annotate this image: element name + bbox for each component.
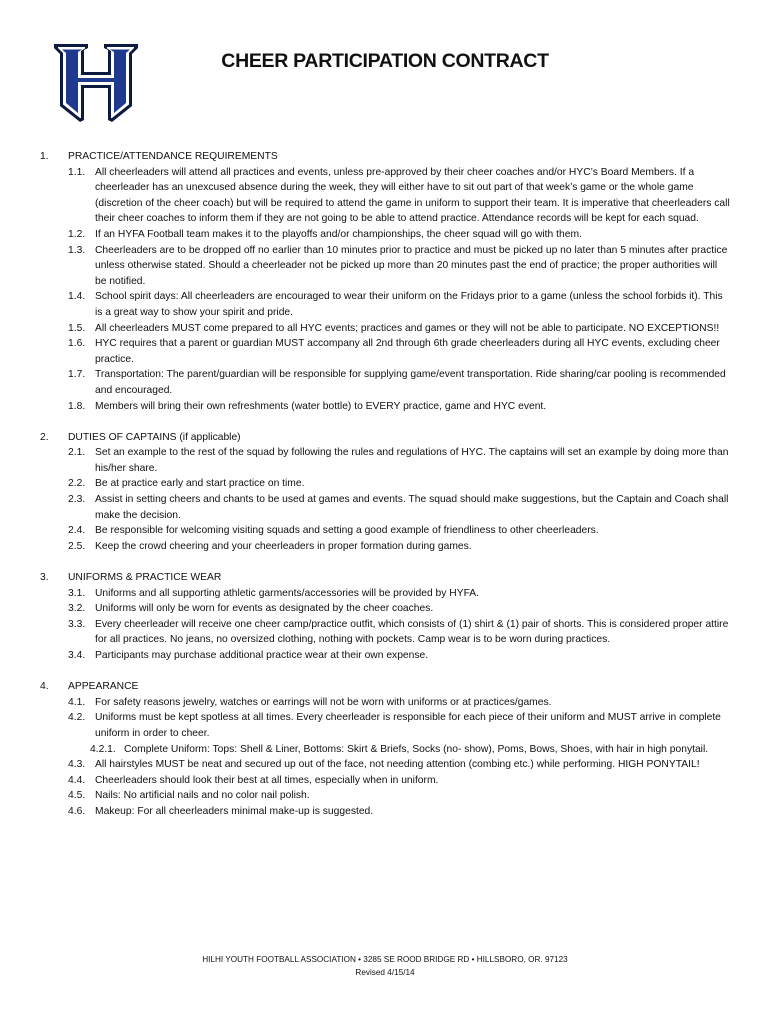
item-number: 2.1. — [68, 447, 86, 459]
contract-section — [40, 430, 730, 555]
item-text: Nails: No artificial nails and no color nail polish. — [95, 790, 310, 802]
list-item — [40, 321, 730, 337]
item-number: 2.2. — [68, 478, 86, 490]
item-text: Uniforms must be kept spotless at all times. Every cheerleader is responsible for each piece of their uniform and MUST arrive in complete uniform in order to cheer. — [95, 712, 721, 739]
section-title: DUTIES OF CAPTAINS (if applicable) — [68, 431, 241, 443]
item-text: If an HYFA Football team makes it to the playoffs and/or championships, the cheer squad will go with them. — [95, 228, 582, 240]
school-logo-h — [52, 40, 140, 124]
item-text: Makeup: For all cheerleaders minimal make-up is suggested. — [95, 805, 374, 817]
item-text: School spirit days: All cheerleaders are encouraged to wear their uniform on the Fridays prior to a game (unless the school forbids it). This is a great way to show your spirit and pride. — [95, 291, 723, 318]
item-text: Uniforms will only be worn for events as designated by the cheer coaches. — [95, 603, 434, 615]
sub-list-item — [40, 742, 730, 758]
item-number: 2.4. — [68, 525, 86, 537]
item-number: 2.5. — [68, 540, 86, 552]
item-text: Cheerleaders are to be dropped off no earlier than 10 minutes prior to practice and must be picked up no later than 5 minutes after practice unless otherwise stated. Should a cheerleader not be picked up more than 20 minutes past the end of practice; the proper authorities will be notified. — [95, 244, 728, 287]
item-number: 4.2. — [68, 712, 86, 724]
item-text: All hairstyles MUST be neat and secured up out of the face, not needing attention (combing etc.) while performing. HIGH PONYTAIL! — [95, 759, 700, 771]
list-item — [40, 586, 730, 602]
item-text: Cheerleaders should look their best at all times, especially when in uniform. — [95, 774, 439, 786]
item-number: 4.3. — [68, 759, 86, 771]
section-heading — [40, 149, 730, 165]
list-item — [40, 788, 730, 804]
item-text: Members will bring their own refreshments (water bottle) to EVERY practice, game and HYC event. — [95, 400, 547, 412]
item-number: 4.1. — [68, 696, 86, 708]
list-item — [40, 367, 730, 398]
list-item — [40, 243, 730, 290]
list-item — [40, 445, 730, 476]
item-text: Uniforms and all supporting athletic garments/accessories will be provided by HYFA. — [95, 587, 480, 599]
contract-body — [40, 149, 730, 835]
list-item — [40, 648, 730, 664]
list-item — [40, 773, 730, 789]
item-text: Set an example to the rest of the squad by following the rules and regulations of HYC. The captains will set an example by doing more than his/her share. — [95, 447, 729, 474]
section-number: 2. — [40, 431, 49, 443]
list-item — [40, 617, 730, 648]
list-item — [40, 492, 730, 523]
item-number: 3.3. — [68, 618, 86, 630]
page-title: CHEER PARTICIPATION CONTRACT — [221, 50, 549, 72]
contract-section — [40, 679, 730, 819]
list-item — [40, 336, 730, 367]
item-number: 1.1. — [68, 166, 86, 178]
section-title: APPEARANCE — [68, 681, 139, 693]
item-text: Assist in setting cheers and chants to be used at games and events. The squad should make suggestions, but the Captain and Coach shall make the decision. — [95, 494, 729, 521]
item-number: 1.4. — [68, 291, 86, 303]
item-number: 1.3. — [68, 244, 86, 256]
footer-address: HILHI YOUTH FOOTBALL ASSOCIATION • 3285 SE ROOD BRIDGE RD • HILLSBORO, OR. 97123 — [202, 955, 568, 964]
section-number: 1. — [40, 151, 49, 162]
item-text: All cheerleaders will attend all practices and events, unless pre-approved by their cheer coaches and/or HYC’s Board Members. If a cheerleader has an unexcused absence during the week, they will either have to sit out part of that week’s game or the whole game (discretion of the cheer coach) but will be required to attend the game in uniform to support their team. It is imperative that cheerleaders call their cheer coaches to inform them if they are not going to be able to attend practice. Attendance records will be kept for each squad. — [95, 166, 730, 225]
page-footer — [0, 953, 770, 979]
section-number: 4. — [40, 681, 49, 693]
list-item — [40, 227, 730, 243]
contract-section — [40, 149, 730, 414]
section-heading — [40, 430, 730, 446]
list-item — [40, 399, 730, 415]
item-number: 1.2. — [68, 228, 86, 240]
item-number: 4.5. — [68, 790, 86, 802]
item-text: HYC requires that a parent or guardian MUST accompany all 2nd through 6th grade cheerleaders during all HYC events, excluding cheer practice. — [95, 338, 720, 365]
contract-section — [40, 570, 730, 664]
section-title: UNIFORMS & PRACTICE WEAR — [68, 572, 222, 584]
item-number: 1.7. — [68, 369, 86, 381]
list-item — [40, 523, 730, 539]
item-number: 1.8. — [68, 400, 86, 412]
list-item — [40, 695, 730, 711]
item-text: All cheerleaders MUST come prepared to all HYC events; practices and games or they will not be able to participate. NO EXCEPTIONS!! — [95, 322, 720, 334]
item-number: 1.6. — [68, 338, 86, 350]
h-letter-logo-icon — [52, 40, 140, 124]
list-item — [40, 165, 730, 227]
item-number: 3.4. — [68, 650, 86, 661]
item-text: For safety reasons jewelry, watches or earrings will not be worn with uniforms or at practices/games. — [95, 696, 552, 708]
list-item — [40, 539, 730, 555]
list-item — [40, 757, 730, 773]
sub-item-text: Complete Uniform: Tops: Shell & Liner, Bottoms: Skirt & Briefs, Socks (no- show), Poms, Bows, Shoes, with hair in high ponytail. — [124, 743, 709, 755]
list-item — [40, 601, 730, 617]
item-text: Every cheerleader will receive one cheer camp/practice outfit, which consists of (1) shirt & (1) pair of shorts. This is considered proper attire for all practices. No jeans, no oversized clothing, nothing with pockets. Camp wear is to be worn during practices. — [95, 618, 729, 646]
section-title: PRACTICE/ATTENDANCE REQUIREMENTS — [68, 151, 278, 162]
item-text: Participants may purchase additional practice wear at their own expense. — [95, 650, 429, 661]
item-number: 4.4. — [68, 774, 86, 786]
section-heading — [40, 679, 730, 695]
sub-item-number: 4.2.1. — [90, 743, 116, 755]
list-item — [40, 289, 730, 320]
item-text: Be at practice early and start practice on time. — [95, 478, 305, 490]
item-number: 3.2. — [68, 603, 86, 615]
item-text: Be responsible for welcoming visiting squads and setting a good example of friendliness to other cheerleaders. — [95, 525, 599, 537]
item-number: 3.1. — [68, 587, 86, 599]
footer-revised-date: Revised 4/15/14 — [355, 968, 415, 977]
item-text: Transportation: The parent/guardian will be responsible for supplying game/event transportation. Ride sharing/car pooling is recommended and encouraged. — [95, 369, 726, 396]
section-heading — [40, 570, 730, 586]
section-number: 3. — [40, 572, 49, 584]
list-item — [40, 710, 730, 741]
item-number: 4.6. — [68, 805, 86, 817]
item-text: Keep the crowd cheering and your cheerleaders in proper formation during games. — [95, 540, 472, 552]
list-item — [40, 804, 730, 820]
item-number: 2.3. — [68, 494, 86, 506]
list-item — [40, 476, 730, 492]
item-number: 1.5. — [68, 322, 86, 334]
